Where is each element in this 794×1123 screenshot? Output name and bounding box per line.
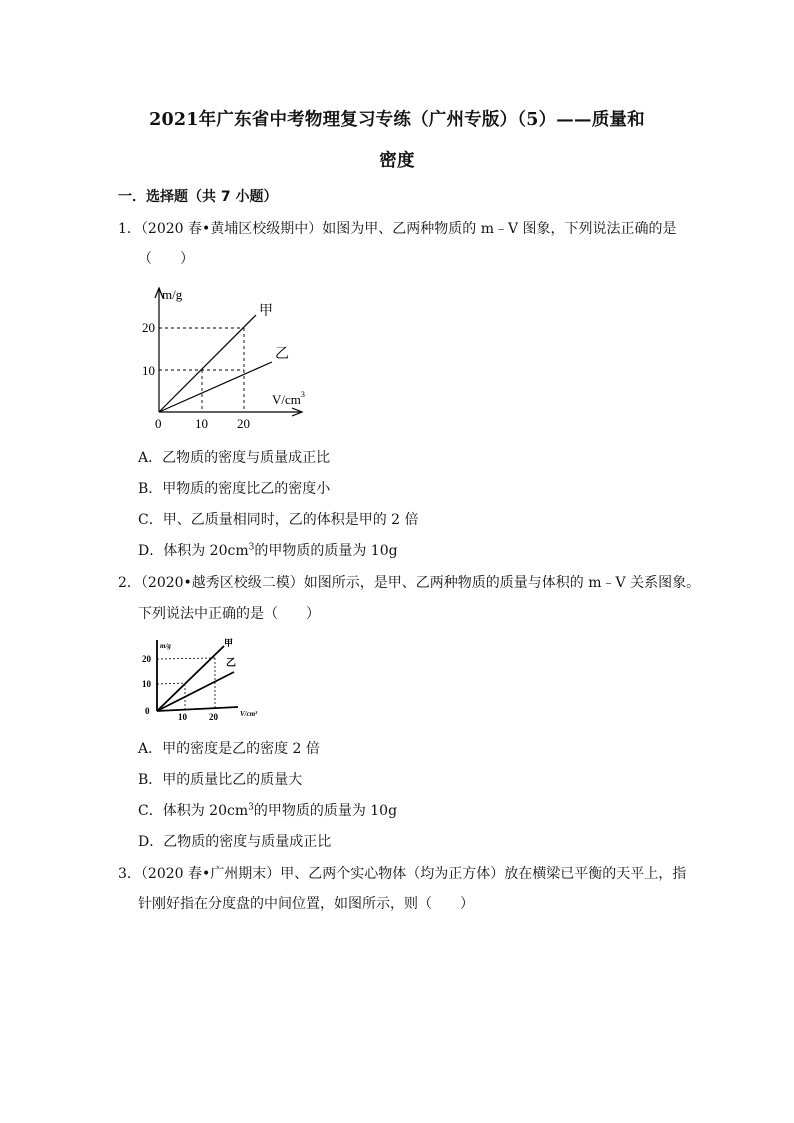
doc-title-line2: 密度: [379, 151, 415, 171]
doc-title-line1: 2021年广东省中考物理复习专练（广州专版）（5）——质量和: [149, 110, 645, 130]
q1-tick-x10: 10: [195, 416, 208, 431]
q2-origin: 0: [145, 706, 150, 716]
q1-origin: 0: [155, 416, 162, 431]
q3-stem-cont: 针刚好指在分度盘的中间位置，如图所示，则（ ）: [138, 896, 474, 912]
q2-stem: 2．（2020•越秀区校级二模）如图所示，是甲、乙两种物质的质量与体积的 m﹣V 关系图象。: [118, 575, 701, 591]
q3-stem: 3．（2020 春•广州期末）甲、乙两个实心物体（均为正方体）放在横梁已平衡的天平上，指: [118, 866, 687, 882]
q2-tick-x10: 10: [178, 712, 187, 722]
q2-line-jia: [157, 646, 224, 711]
q2-option-b[interactable]: B．甲的质量比乙的质量大: [138, 772, 303, 788]
q1-tick-y20: 20: [142, 320, 155, 335]
section-heading: 一．选择题（共 7 小题）: [118, 189, 278, 205]
q1-option-d[interactable]: D．体积为 $20cm^3$的甲物质的质量为 10g: [138, 542, 398, 559]
q2-option-a[interactable]: A．甲的密度是乙的密度 2 倍: [138, 741, 320, 757]
q2-tick-x20: 20: [209, 712, 218, 722]
q2-x-label: V/cm³: [240, 710, 258, 718]
q1-tick-x20: 20: [237, 416, 250, 431]
q2-option-d[interactable]: D．乙物质的密度与质量成正比: [138, 834, 332, 850]
q2-option-c[interactable]: C．体积为 $20cm^3$的甲物质的质量为 10g: [138, 802, 398, 819]
q2-line-yi: [157, 672, 234, 711]
q1-label-jia: 甲: [259, 304, 273, 319]
q2-stem-cont: 下列说法中正确的是（ ）: [138, 606, 320, 622]
q2-dash-h20: [157, 658, 215, 659]
q2-label-jia: 甲: [224, 638, 234, 648]
q2-dash-h10: [157, 683, 188, 684]
q1-option-a[interactable]: A．乙物质的密度与质量成正比: [138, 450, 331, 466]
q2-tick-y10: 10: [142, 679, 151, 689]
q1-tick-y10: 10: [142, 363, 155, 378]
q1-stem: 1．（2020 春•黄埔区校级期中）如图为甲、乙两种物质的 m﹣V 图象，下列说法正确的是: [118, 221, 677, 237]
q2-x-axis: [157, 707, 238, 711]
q1-option-c[interactable]: C．甲、乙质量相同时，乙的体积是甲的 2 倍: [138, 512, 419, 528]
q1-option-b[interactable]: B．甲物质的密度比乙的密度小: [138, 481, 331, 497]
q1-y-label: m/g: [162, 287, 183, 302]
q1-paren: （ ）: [138, 251, 194, 267]
q1-x-label: $V/cm^3$: [272, 390, 305, 407]
q2-tick-y20: 20: [142, 654, 151, 664]
q2-y-label: m/g: [160, 642, 171, 650]
q2-label-yi: 乙: [226, 658, 236, 669]
q1-label-yi: 乙: [275, 347, 289, 362]
